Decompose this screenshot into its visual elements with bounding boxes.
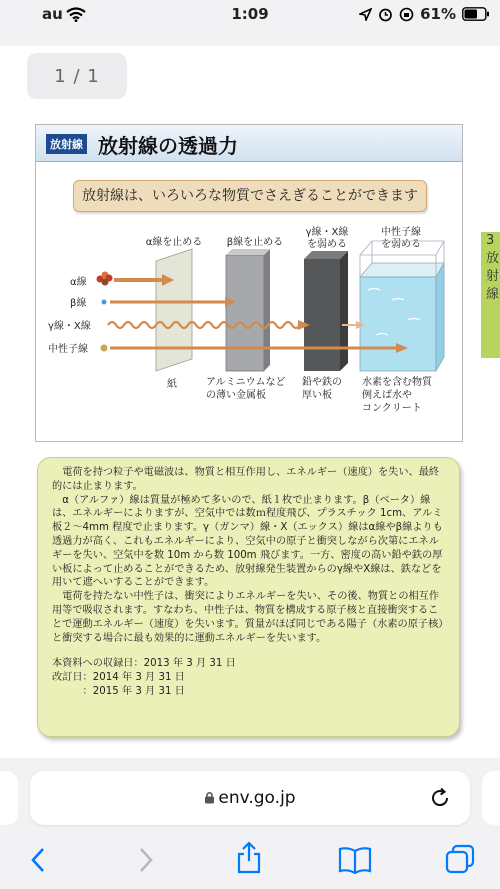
label-stop-beta: β線を止める [226,237,284,248]
material-aluminum: アルミニウムなど の薄い金属板 [206,377,286,401]
ray-label-beta: β線 [70,298,87,309]
lock-icon [204,791,215,804]
address-bar[interactable] [30,771,470,825]
water-tank [360,241,444,371]
alpha-particle [97,272,113,286]
next-page-peek: 3 放 射 線 [481,232,500,358]
url-display[interactable]: env.go.jp [30,788,470,808]
status-icons [359,5,490,23]
paragraph: 電荷を持つ粒子や電磁波は、物質と相互作用し、エネルギー（速度）を失い、最終的には止まります。 [52,467,440,492]
revision-info [52,657,447,698]
figure-tag: 放射線 [46,134,87,154]
next-tab-edge[interactable] [482,771,500,825]
lead-plate [304,251,348,371]
neutron-particle [101,345,108,352]
location-icon [359,8,372,21]
beta-particle [102,300,107,305]
paper-sheet [156,249,192,371]
revision-date: ：2015 年 3 月 31 日 [52,685,185,697]
paragraph: 電荷を持たない中性子は、衝突によりエネルギーを失い、その後、物質との相互作用等で吸収されます。すなわち、中性子は、物質を構成する原子核と直接衝突することで運動エネルギー（速度）を失います。質量がほぼ同じである陽子（水素の原子核）と衝突する場合に最も効果的に運動エネルギーを失います。 [52,591,444,644]
aluminum-plate [226,249,270,371]
tabs-icon[interactable] [444,843,476,875]
back-icon[interactable] [27,846,51,874]
share-icon[interactable] [234,841,264,875]
material-paper: 紙 [167,379,177,390]
material-lead: 鉛や鉄の 厚い板 [302,377,342,401]
label-weaken-neutron: 中性子線 を弱める [381,227,421,250]
radiation-figure [35,124,463,442]
carrier-label: au [42,5,63,23]
material-water: 水素を含む物質 例えば水や コンクリート [362,377,432,414]
battery-percent: 61% [420,5,456,23]
ray-label-alpha: α線 [70,277,87,288]
forward-icon[interactable] [133,846,157,874]
reload-icon[interactable] [428,786,452,810]
explanation-box [37,457,460,737]
label-weaken-gamma: γ線・X線 を弱める [305,227,349,250]
ray-label-gamma: γ線・X線 [48,321,91,332]
ray-label-neutron: 中性子線 [48,344,88,355]
lock-rotation-icon [399,7,414,22]
battery-icon [462,7,490,21]
figure-title: 放射線の透過力 [98,134,238,158]
alarm-icon [378,7,393,22]
clock: 1:09 [231,5,269,23]
bookmarks-icon[interactable] [337,846,373,874]
figure-banner: 放射線は、いろいろな物質でさえぎることができます [73,180,427,212]
status-bar [0,0,500,30]
revision-date: 改訂日：2014 年 3 月 31 日 [52,672,185,684]
paragraph: α（アルファ）線は質量が極めて多いので、紙１枚で止まります。β（ベータ）線は、エネルギーによりますが、空気中では数ｍ程度飛び、プラスチック 1cm、アルミ板２～4mm 程度で止まります。γ（ガンマ）線・X（エックス）線はα線やβ線よりも透過力が高く、これもエネルギーにより、空気中の原子と衝突しながら次第にエネルギーを失い、空気中を数 10m から数 100m 飛びます。一方、密度の高い鉛や鉄の厚い板によって止めることができるため、放射線発生装置からのγ線やX線は、鉄などを用いて遮へいすることができます。 [52,494,443,589]
prev-tab-edge[interactable] [0,771,18,825]
label-stop-alpha: α線を止める [145,237,203,248]
recorded-date: 本資料への収録日：2013 年 3 月 31 日 [52,658,236,670]
page-indicator: 1 / 1 [27,53,127,99]
